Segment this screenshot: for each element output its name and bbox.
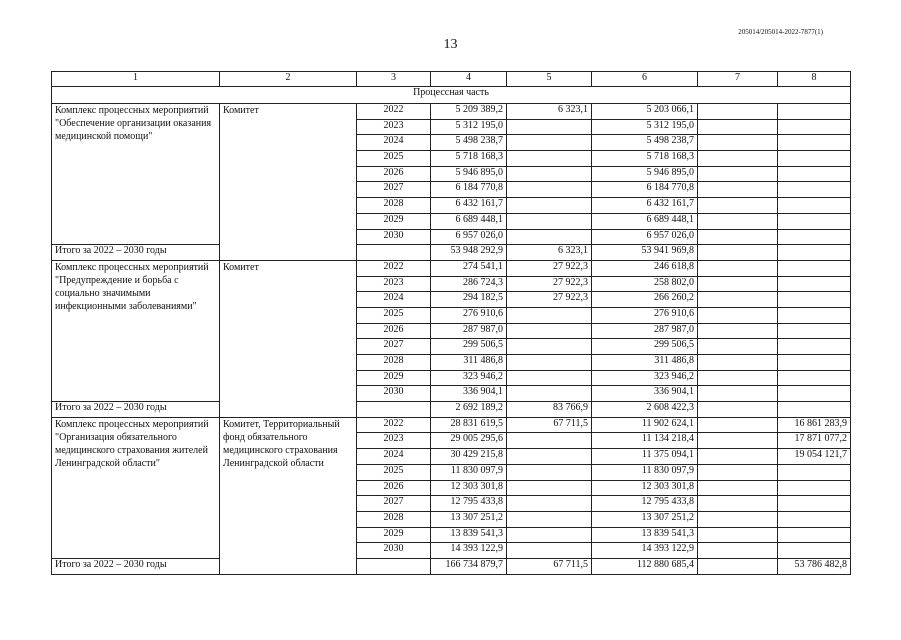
regional-cell: 299 506,5 <box>592 339 698 355</box>
other-cell <box>778 496 851 512</box>
regional-cell: 112 880 685,4 <box>592 558 698 574</box>
regional-cell: 6 689 448,1 <box>592 213 698 229</box>
local-cell <box>698 260 778 276</box>
other-cell <box>778 323 851 339</box>
federal-cell <box>507 166 592 182</box>
executor: Комитет <box>220 260 357 417</box>
other-cell <box>778 198 851 214</box>
total-cell: 11 830 097,9 <box>431 464 507 480</box>
local-cell <box>698 370 778 386</box>
local-cell <box>698 229 778 245</box>
regional-cell: 11 375 094,1 <box>592 449 698 465</box>
year-cell: 2022 <box>357 104 431 120</box>
regional-cell: 2 608 422,3 <box>592 402 698 418</box>
regional-cell: 6 957 026,0 <box>592 229 698 245</box>
other-cell: 53 786 482,8 <box>778 558 851 574</box>
total-cell: 287 987,0 <box>431 323 507 339</box>
local-cell <box>698 402 778 418</box>
year-cell: 2024 <box>357 135 431 151</box>
other-cell <box>778 260 851 276</box>
regional-cell: 12 303 301,8 <box>592 480 698 496</box>
section-title: Процессная часть <box>52 87 851 104</box>
other-cell <box>778 135 851 151</box>
document-id: 205014/205014-2022-7877(1) <box>738 28 823 36</box>
year-cell: 2026 <box>357 480 431 496</box>
year-cell: 2025 <box>357 151 431 167</box>
other-cell <box>778 370 851 386</box>
column-header: 3 <box>357 72 431 87</box>
total-cell: 274 541,1 <box>431 260 507 276</box>
total-row <box>52 402 851 418</box>
federal-cell <box>507 339 592 355</box>
year-cell: 2024 <box>357 292 431 308</box>
other-cell: 19 054 121,7 <box>778 449 851 465</box>
regional-cell: 336 904,1 <box>592 386 698 402</box>
regional-cell: 276 910,6 <box>592 307 698 323</box>
total-cell: 311 486,8 <box>431 355 507 371</box>
federal-cell <box>507 182 592 198</box>
federal-cell <box>507 135 592 151</box>
other-cell <box>778 292 851 308</box>
federal-cell <box>507 464 592 480</box>
total-label: Итого за 2022 – 2030 годы <box>52 245 220 261</box>
regional-cell: 266 260,2 <box>592 292 698 308</box>
federal-cell <box>507 229 592 245</box>
local-cell <box>698 386 778 402</box>
total-cell: 166 734 879,7 <box>431 558 507 574</box>
total-cell: 299 506,5 <box>431 339 507 355</box>
federal-cell <box>507 449 592 465</box>
other-cell <box>778 464 851 480</box>
column-header: 5 <box>507 72 592 87</box>
total-label: Итого за 2022 – 2030 годы <box>52 402 220 418</box>
year-cell: 2028 <box>357 511 431 527</box>
local-cell <box>698 119 778 135</box>
page-number: 13 <box>443 37 458 52</box>
total-cell: 6 689 448,1 <box>431 213 507 229</box>
year-cell: 2025 <box>357 307 431 323</box>
year-cell: 2029 <box>357 370 431 386</box>
regional-cell: 11 902 624,1 <box>592 417 698 433</box>
other-cell <box>778 307 851 323</box>
other-cell <box>778 119 851 135</box>
total-cell: 276 910,6 <box>431 307 507 323</box>
other-cell <box>778 182 851 198</box>
year-cell: 2028 <box>357 198 431 214</box>
other-cell <box>778 276 851 292</box>
column-header: 6 <box>592 72 698 87</box>
year-cell: 2030 <box>357 543 431 559</box>
federal-cell <box>507 496 592 512</box>
regional-cell: 12 795 433,8 <box>592 496 698 512</box>
other-cell <box>778 402 851 418</box>
section-row <box>52 87 851 104</box>
total-cell: 5 718 168,3 <box>431 151 507 167</box>
federal-cell <box>507 119 592 135</box>
regional-cell: 246 618,8 <box>592 260 698 276</box>
table-row <box>52 417 851 433</box>
other-cell <box>778 229 851 245</box>
total-cell: 28 831 619,5 <box>431 417 507 433</box>
total-cell: 5 498 238,7 <box>431 135 507 151</box>
local-cell <box>698 104 778 120</box>
federal-cell: 27 922,3 <box>507 276 592 292</box>
regional-cell: 5 718 168,3 <box>592 151 698 167</box>
column-header: 7 <box>698 72 778 87</box>
local-cell <box>698 182 778 198</box>
local-cell <box>698 417 778 433</box>
federal-cell <box>507 480 592 496</box>
local-cell <box>698 449 778 465</box>
regional-cell: 323 946,2 <box>592 370 698 386</box>
federal-cell <box>507 151 592 167</box>
local-cell <box>698 511 778 527</box>
year-cell: 2030 <box>357 229 431 245</box>
year-cell: 2027 <box>357 182 431 198</box>
year-cell: 2023 <box>357 433 431 449</box>
year-cell: 2023 <box>357 276 431 292</box>
total-label: Итого за 2022 – 2030 годы <box>52 558 220 574</box>
local-cell <box>698 543 778 559</box>
total-cell: 286 724,3 <box>431 276 507 292</box>
local-cell <box>698 307 778 323</box>
total-cell: 323 946,2 <box>431 370 507 386</box>
federal-cell <box>507 370 592 386</box>
year-cell <box>357 245 431 261</box>
other-cell <box>778 245 851 261</box>
total-cell: 13 307 251,2 <box>431 511 507 527</box>
federal-cell <box>507 355 592 371</box>
regional-cell: 11 134 218,4 <box>592 433 698 449</box>
total-cell: 5 209 389,2 <box>431 104 507 120</box>
federal-cell <box>507 213 592 229</box>
total-cell: 6 957 026,0 <box>431 229 507 245</box>
year-cell: 2027 <box>357 339 431 355</box>
local-cell <box>698 527 778 543</box>
local-cell <box>698 323 778 339</box>
federal-cell: 6 323,1 <box>507 245 592 261</box>
other-cell: 16 861 283,9 <box>778 417 851 433</box>
year-cell: 2030 <box>357 386 431 402</box>
column-header: 8 <box>778 72 851 87</box>
regional-cell: 287 987,0 <box>592 323 698 339</box>
total-cell: 294 182,5 <box>431 292 507 308</box>
local-cell <box>698 166 778 182</box>
other-cell <box>778 480 851 496</box>
federal-cell: 67 711,5 <box>507 558 592 574</box>
budget-table <box>51 71 851 575</box>
column-number-row <box>52 72 851 87</box>
regional-cell: 13 307 251,2 <box>592 511 698 527</box>
local-cell <box>698 245 778 261</box>
total-cell: 2 692 189,2 <box>431 402 507 418</box>
total-cell: 6 184 770,8 <box>431 182 507 198</box>
year-cell <box>357 402 431 418</box>
other-cell <box>778 339 851 355</box>
local-cell <box>698 355 778 371</box>
column-header: 2 <box>220 72 357 87</box>
executor: Комитет, Территориальный фонд обязательного медицинского страхования Ленинградской области <box>220 417 357 574</box>
column-header: 4 <box>431 72 507 87</box>
year-cell: 2026 <box>357 166 431 182</box>
other-cell <box>778 543 851 559</box>
total-cell: 13 839 541,3 <box>431 527 507 543</box>
other-cell <box>778 213 851 229</box>
regional-cell: 6 184 770,8 <box>592 182 698 198</box>
year-cell <box>357 558 431 574</box>
federal-cell: 67 711,5 <box>507 417 592 433</box>
local-cell <box>698 198 778 214</box>
total-cell: 12 303 301,8 <box>431 480 507 496</box>
program-name: Комплекс процессных мероприятий "Организация обязательного медицинского страхования жителей Ленинградской области" <box>52 417 220 558</box>
total-cell: 6 432 161,7 <box>431 198 507 214</box>
regional-cell: 11 830 097,9 <box>592 464 698 480</box>
federal-cell <box>507 527 592 543</box>
federal-cell: 6 323,1 <box>507 104 592 120</box>
regional-cell: 5 312 195,0 <box>592 119 698 135</box>
federal-cell <box>507 433 592 449</box>
local-cell <box>698 213 778 229</box>
regional-cell: 53 941 969,8 <box>592 245 698 261</box>
total-cell: 12 795 433,8 <box>431 496 507 512</box>
federal-cell: 27 922,3 <box>507 260 592 276</box>
federal-cell <box>507 198 592 214</box>
other-cell: 17 871 077,2 <box>778 433 851 449</box>
other-cell <box>778 166 851 182</box>
local-cell <box>698 276 778 292</box>
table-row <box>52 104 851 120</box>
year-cell: 2027 <box>357 496 431 512</box>
federal-cell <box>507 543 592 559</box>
program-name: Комплекс процессных мероприятий "Обеспечение организации оказания медицинской помощи" <box>52 104 220 245</box>
total-cell: 5 312 195,0 <box>431 119 507 135</box>
total-cell: 29 005 295,6 <box>431 433 507 449</box>
regional-cell: 5 498 238,7 <box>592 135 698 151</box>
regional-cell: 14 393 122,9 <box>592 543 698 559</box>
executor: Комитет <box>220 104 357 261</box>
total-row <box>52 245 851 261</box>
other-cell <box>778 527 851 543</box>
local-cell <box>698 151 778 167</box>
year-cell: 2024 <box>357 449 431 465</box>
year-cell: 2023 <box>357 119 431 135</box>
federal-cell <box>507 386 592 402</box>
other-cell <box>778 355 851 371</box>
year-cell: 2029 <box>357 527 431 543</box>
federal-cell: 83 766,9 <box>507 402 592 418</box>
local-cell <box>698 339 778 355</box>
regional-cell: 258 802,0 <box>592 276 698 292</box>
local-cell <box>698 496 778 512</box>
year-cell: 2029 <box>357 213 431 229</box>
total-cell: 53 948 292,9 <box>431 245 507 261</box>
total-cell: 14 393 122,9 <box>431 543 507 559</box>
other-cell <box>778 386 851 402</box>
total-row <box>52 558 851 574</box>
regional-cell: 6 432 161,7 <box>592 198 698 214</box>
regional-cell: 311 486,8 <box>592 355 698 371</box>
total-cell: 336 904,1 <box>431 386 507 402</box>
regional-cell: 5 203 066,1 <box>592 104 698 120</box>
year-cell: 2022 <box>357 417 431 433</box>
local-cell <box>698 292 778 308</box>
table-row <box>52 260 851 276</box>
program-name: Комплекс процессных мероприятий "Предупреждение и борьба с социально значимыми инфекционными заболеваниями" <box>52 260 220 401</box>
other-cell <box>778 151 851 167</box>
local-cell <box>698 464 778 480</box>
column-header: 1 <box>52 72 220 87</box>
other-cell <box>778 511 851 527</box>
federal-cell <box>507 511 592 527</box>
regional-cell: 5 946 895,0 <box>592 166 698 182</box>
regional-cell: 13 839 541,3 <box>592 527 698 543</box>
year-cell: 2026 <box>357 323 431 339</box>
local-cell <box>698 433 778 449</box>
federal-cell <box>507 323 592 339</box>
federal-cell <box>507 307 592 323</box>
year-cell: 2022 <box>357 260 431 276</box>
year-cell: 2028 <box>357 355 431 371</box>
local-cell <box>698 480 778 496</box>
total-cell: 5 946 895,0 <box>431 166 507 182</box>
local-cell <box>698 558 778 574</box>
other-cell <box>778 104 851 120</box>
local-cell <box>698 135 778 151</box>
total-cell: 30 429 215,8 <box>431 449 507 465</box>
federal-cell: 27 922,3 <box>507 292 592 308</box>
year-cell: 2025 <box>357 464 431 480</box>
